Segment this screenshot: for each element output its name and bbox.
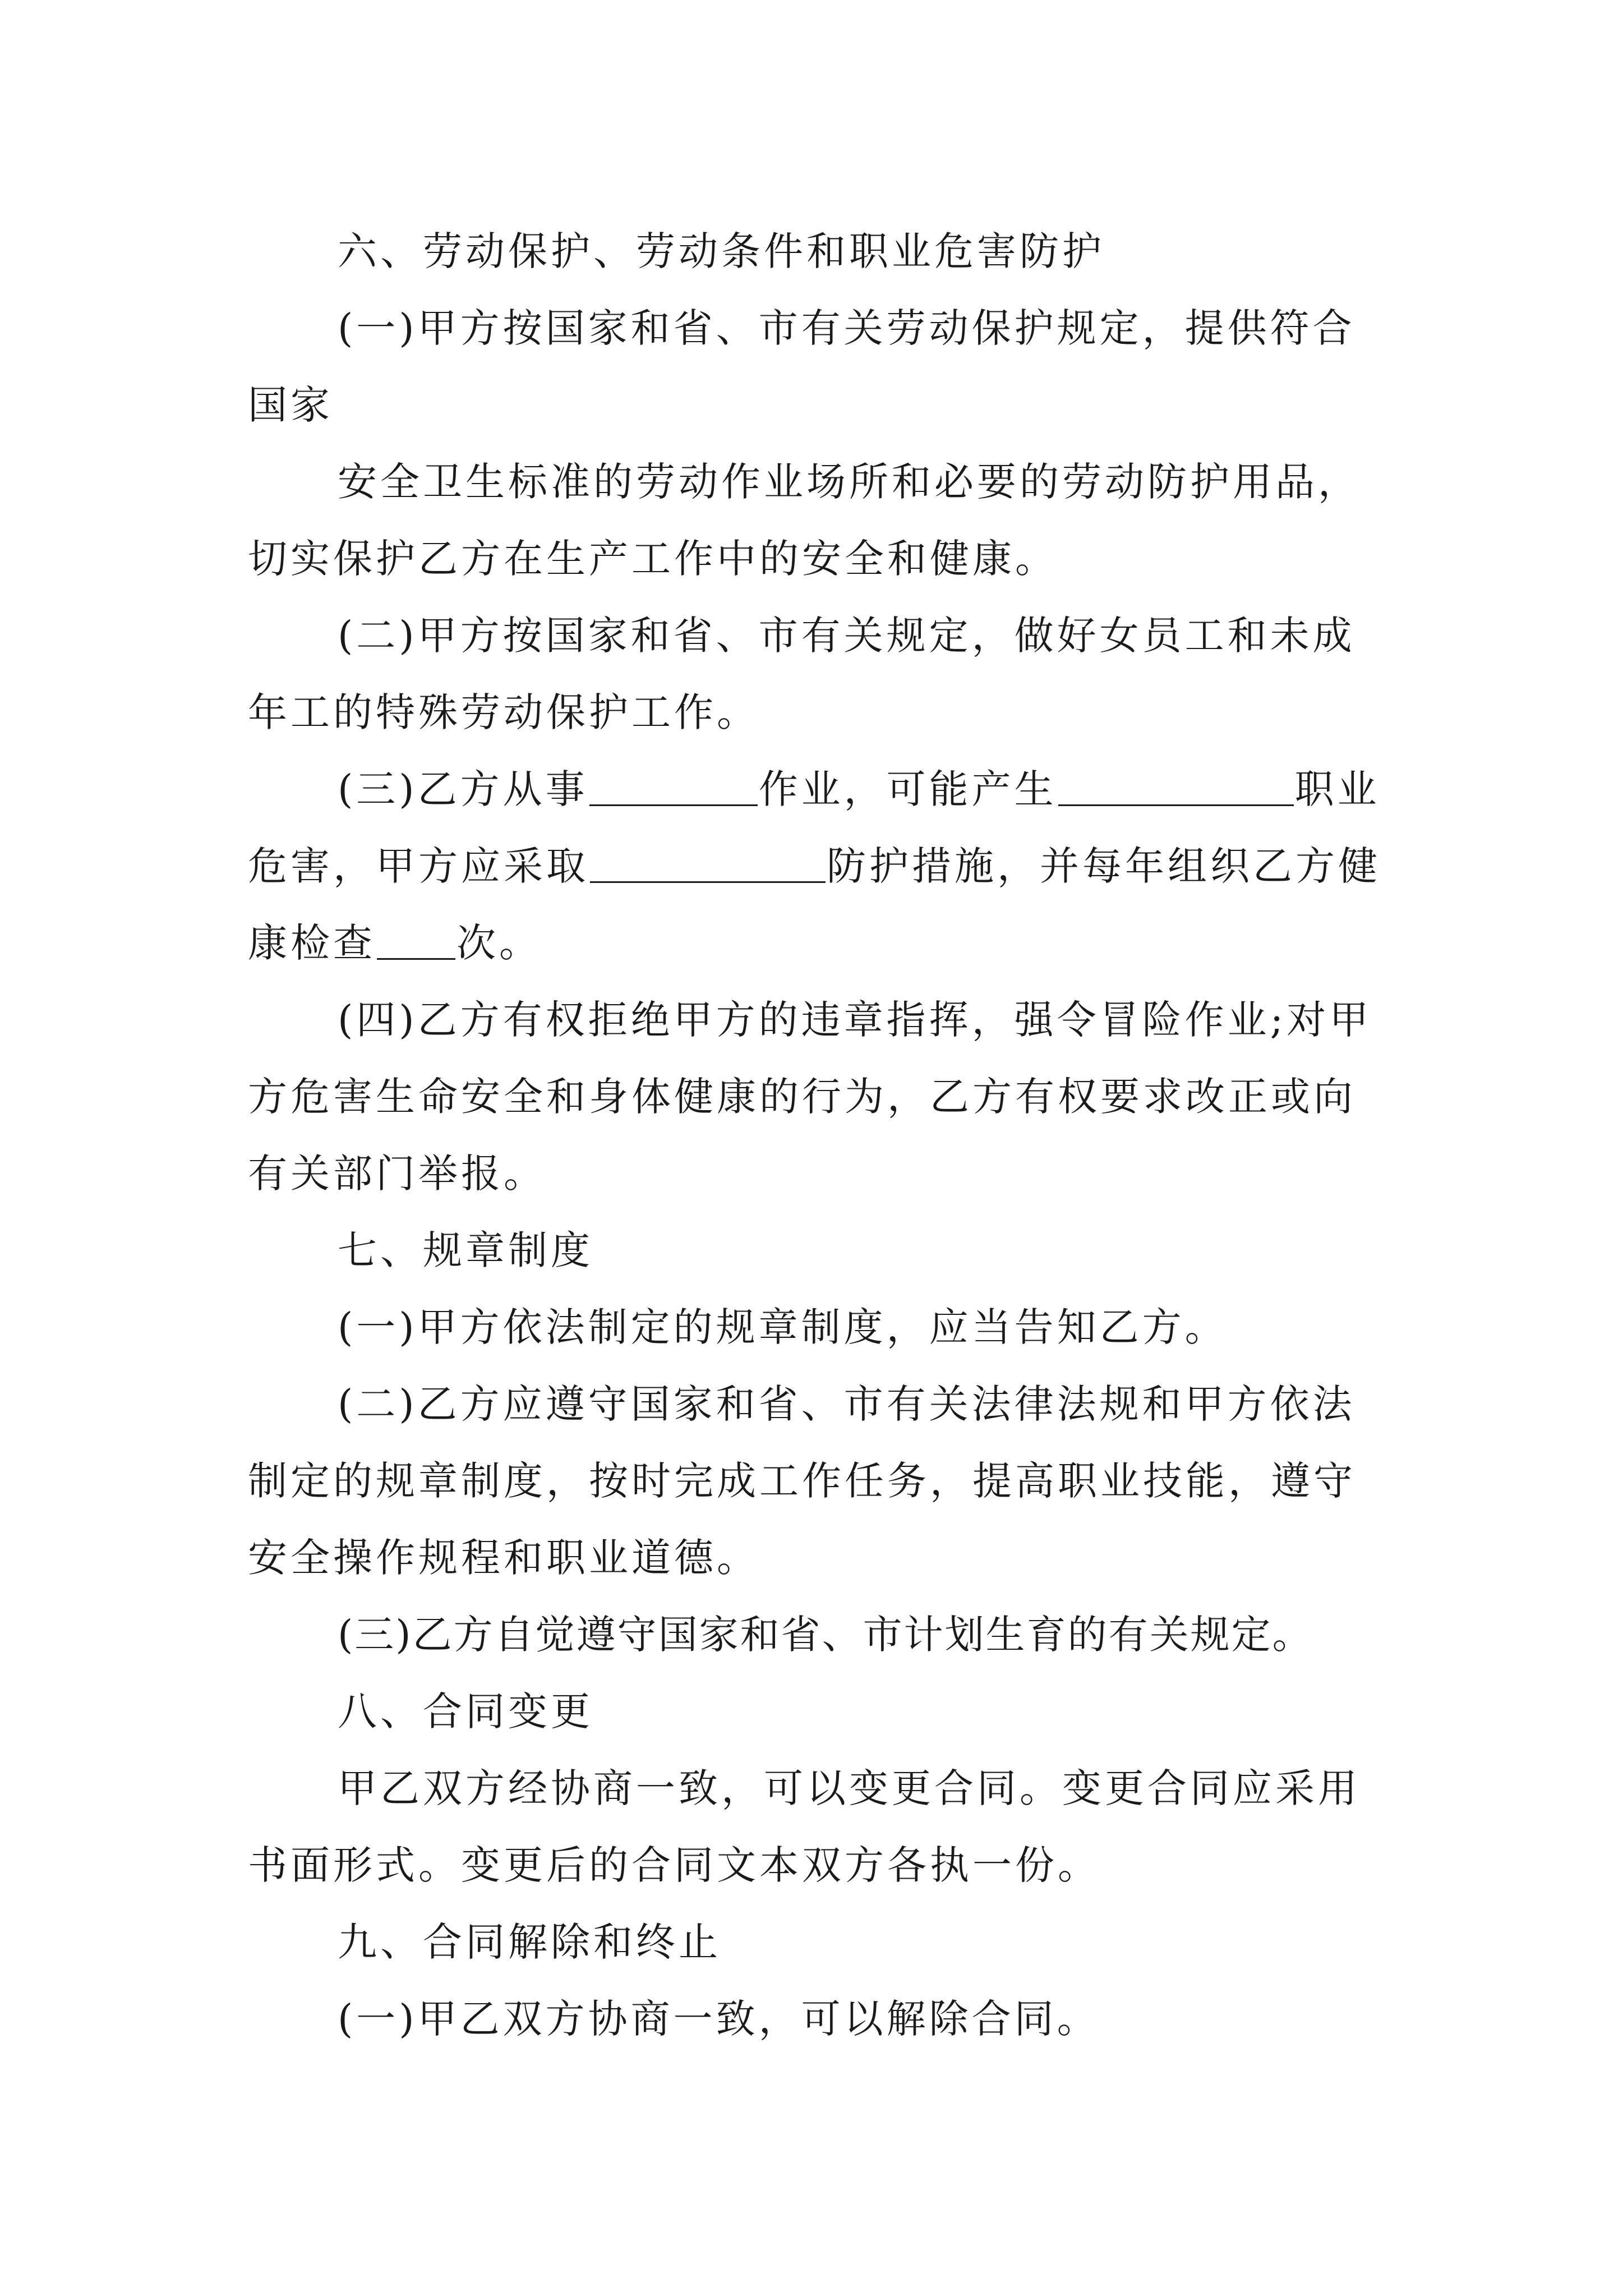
section-heading-contract-termination: 九、合同解除和终止 [338, 1919, 721, 1965]
document-body [248, 213, 1386, 2058]
paragraph-6-3-part4: 防护措施，并每年组织乙方健康检查 [248, 843, 1381, 966]
paragraph-7-1: (一)甲方依法制定的规章制度，应当告知乙方。 [338, 1304, 1228, 1350]
blank-hazard-field[interactable] [1058, 765, 1294, 806]
paragraph-6-3-part2: 作业，可能产生 [758, 766, 1057, 812]
paragraph-8-1: 甲乙双方经协商一致，可以变更合同。变更合同应采用书面形式。变更后的合同文本双方各执一份。 [248, 1765, 1361, 1888]
paragraph-6-4: (四)乙方有权拒绝甲方的违章指挥，强令冒险作业;对甲方危害生命安全和身体健康的行为，乙方有权要求改正或向有关部门举报。 [248, 997, 1372, 1197]
paragraph-7-2: (二)乙方应遵守国家和省、市有关法律法规和甲方依法制定的规章制度，按时完成工作任务，提高职业技能，遵守安全操作规程和职业道德。 [248, 1381, 1356, 1581]
paragraph-6-1-line1: (一)甲方按国家和省、市有关劳动保护规定，提供符合 [338, 305, 1355, 351]
section-heading-labor-protection: 六、劳动保护、劳动条件和职业危害防护 [338, 228, 1105, 274]
paragraph-9-1: (一)甲乙双方协商一致，可以解除合同。 [338, 1996, 1100, 2042]
paragraph-6-1-line2: 国家 [248, 382, 333, 428]
paragraph-7-3: (三)乙方自觉遵守国家和省、市计划生育的有关规定。 [338, 1612, 1313, 1658]
blank-work-type-field[interactable] [589, 765, 758, 806]
paragraph-6-3 [248, 751, 1386, 982]
blank-protection-measures-field[interactable] [590, 842, 826, 883]
paragraph-6-3-part5: 次。 [457, 920, 542, 966]
section-heading-contract-change: 八、合同变更 [338, 1688, 593, 1734]
paragraph-6-3-part3: 职业危害，甲方应采取 [248, 766, 1380, 889]
blank-checkup-count-field[interactable] [377, 919, 455, 960]
paragraph-6-2: (二)甲方按国家和省、市有关规定，做好女员工和未成年工的特殊劳动保护工作。 [248, 613, 1355, 735]
section-heading-rules: 七、规章制度 [338, 1227, 593, 1273]
paragraph-6-1-continued: 安全卫生标准的劳动作业场所和必要的劳动防护用品，切实保护乙方在生产工作中的安全和健康。 [248, 459, 1361, 582]
paragraph-6-3-part1: (三)乙方从事 [338, 766, 588, 812]
